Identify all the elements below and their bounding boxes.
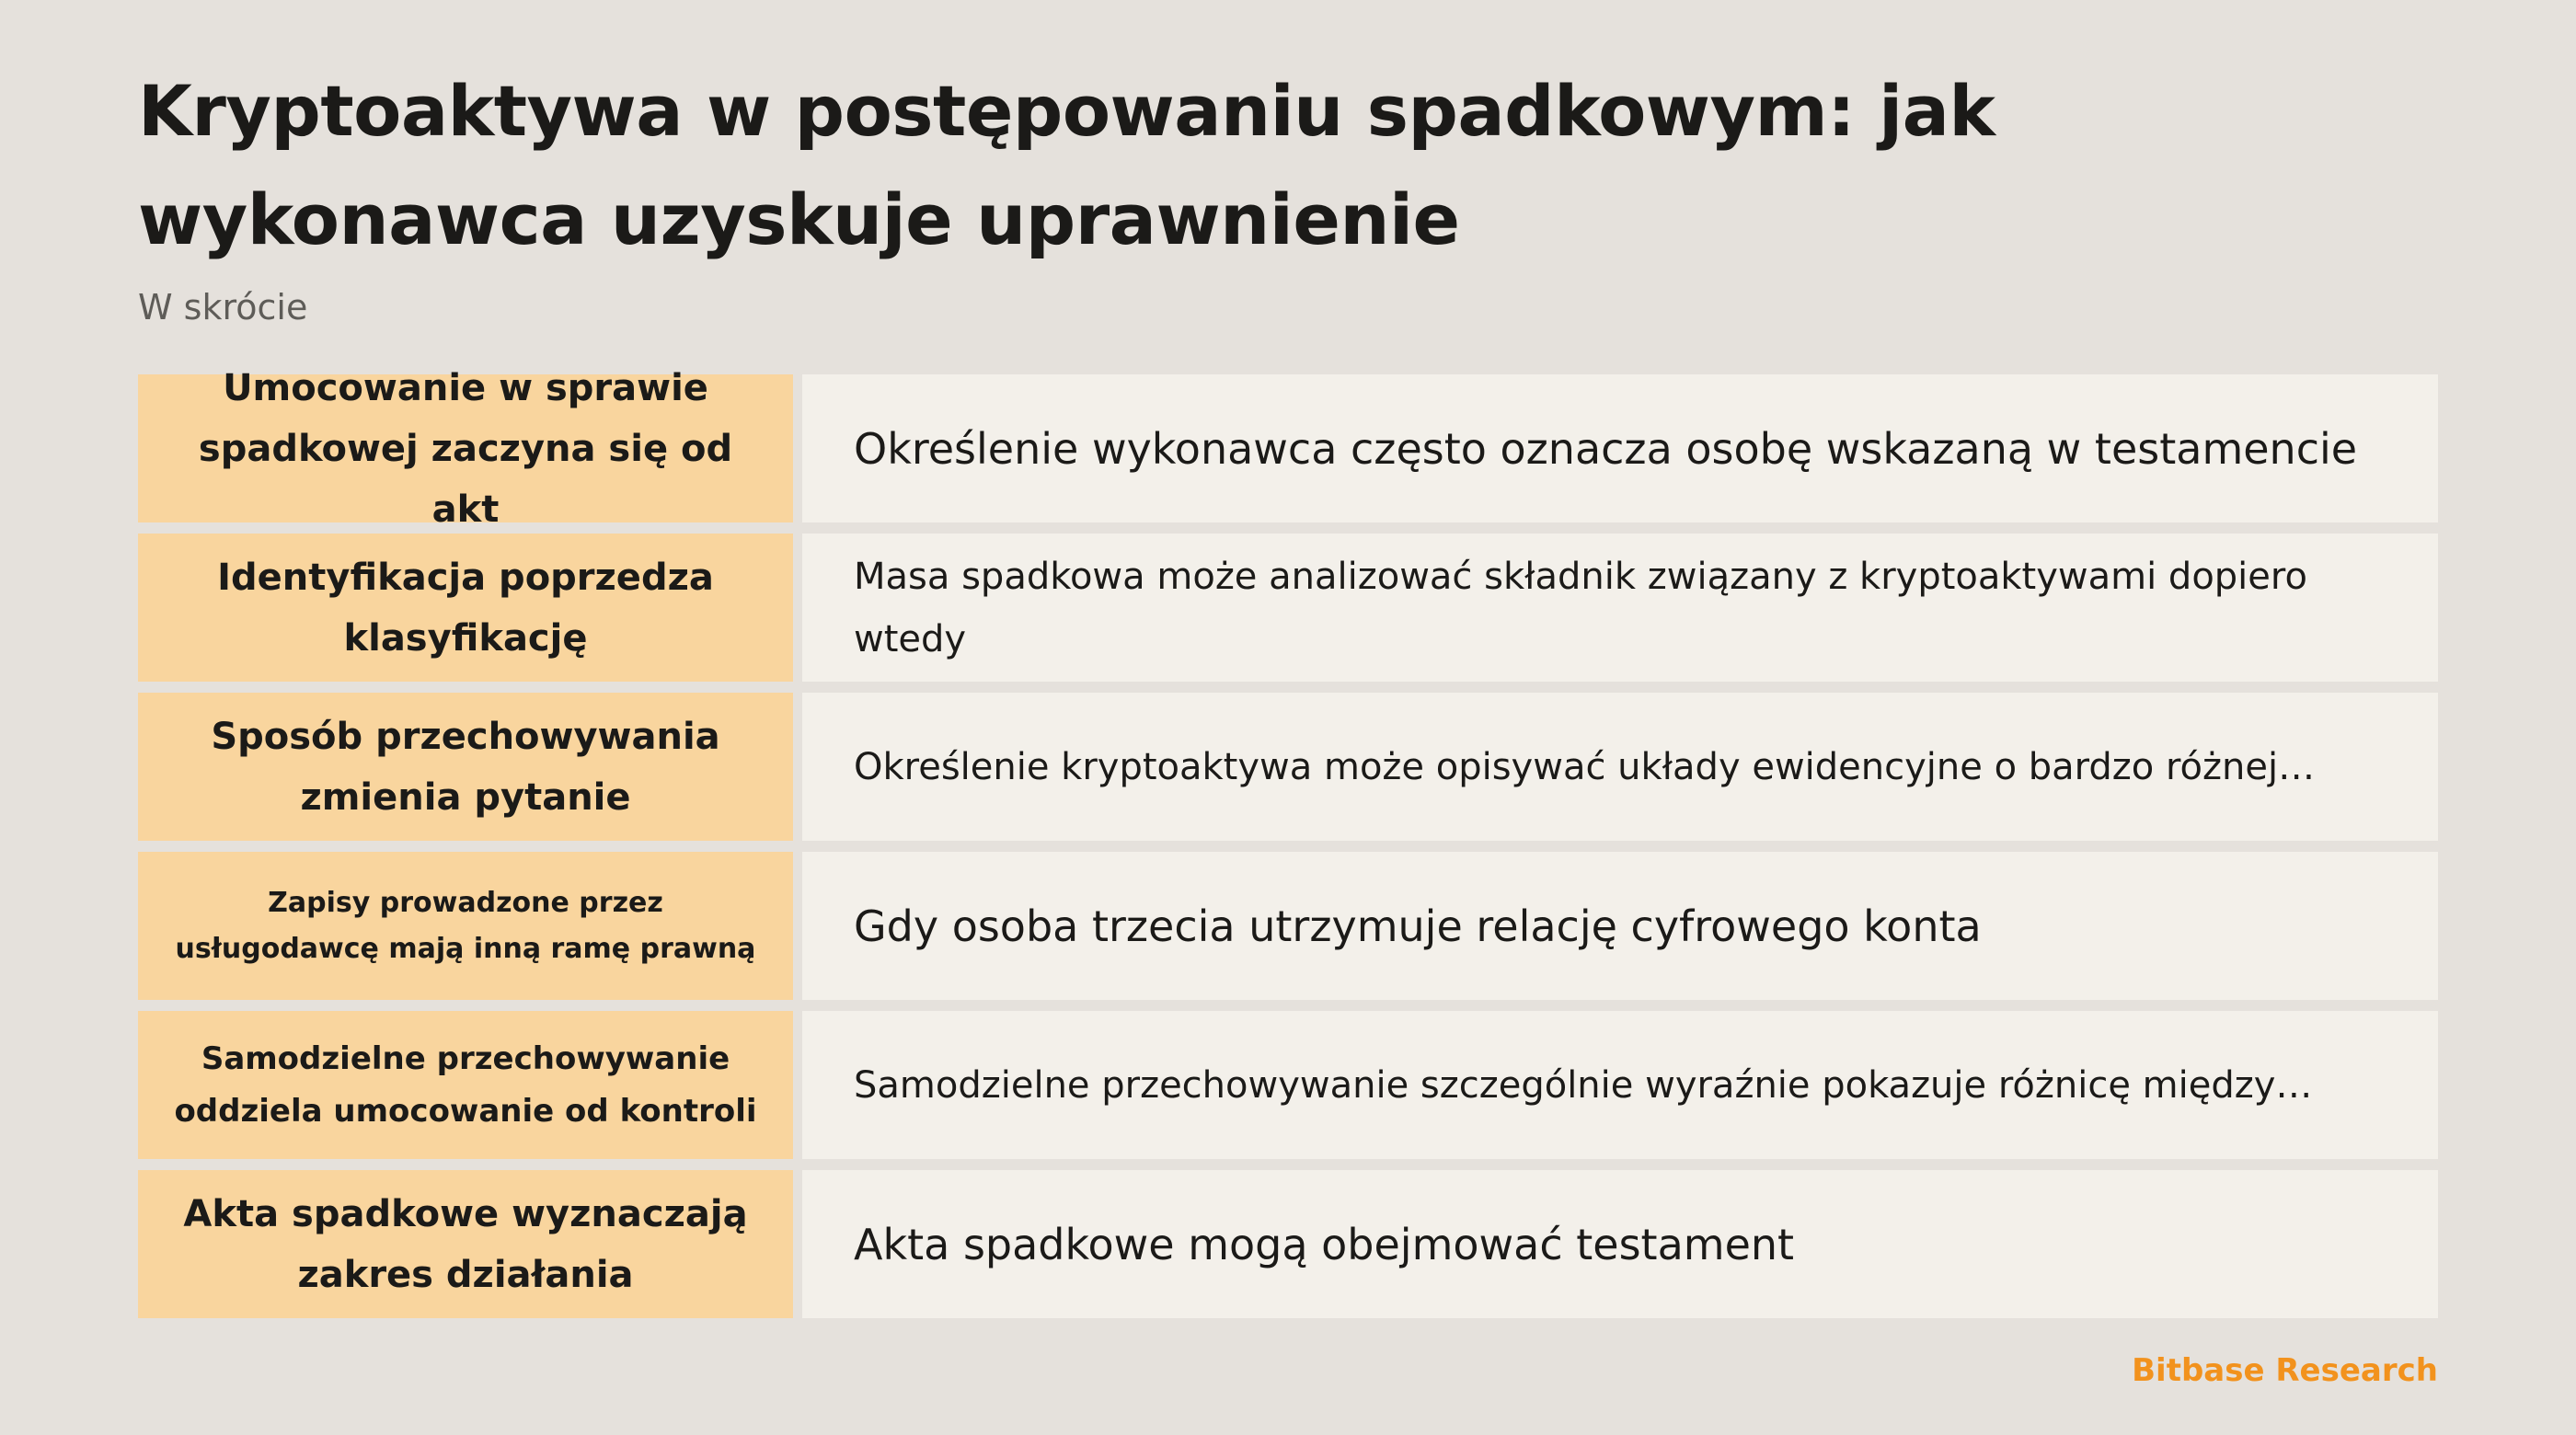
row-text: Masa spadkowa może analizować składnik związany z kryptoaktywami dopiero wtedy — [854, 555, 2307, 660]
row-text-cell — [802, 852, 2438, 1000]
row-text: Określenie kryptoaktywa może opisywać układy ewidencyjne o bardzo różnej… — [854, 745, 2316, 788]
row-text: Określenie wykonawca często oznacza osobę wskazaną w testamencie — [854, 423, 2358, 474]
table-row — [138, 852, 2438, 1000]
page-title: Kryptoaktywa w postępowaniu spadkowym: jak wykonawca uzyskuje uprawnienie — [138, 70, 1995, 260]
table-row — [138, 366, 2438, 531]
row-text-cell — [802, 1011, 2438, 1159]
page — [138, 0, 2438, 1435]
table-row — [138, 1170, 2438, 1318]
row-text-cell — [802, 534, 2438, 682]
row-text-cell — [802, 374, 2438, 522]
row-label: Identyfikacja poprzedza klasyfikację — [138, 534, 793, 682]
row-label: Umocowanie w sprawie spadkowej zaczyna się od akt — [138, 374, 793, 522]
row-text-cell — [802, 693, 2438, 841]
summary-table — [138, 366, 2438, 1329]
row-text: Akta spadkowe mogą obejmować testament — [854, 1219, 1795, 1269]
table-row — [138, 1011, 2438, 1159]
row-label: Samodzielne przechowywanie oddziela umocowanie od kontroli — [138, 1011, 793, 1159]
row-label: Sposób przechowywania zmienia pytanie — [138, 693, 793, 841]
row-text: Gdy osoba trzecia utrzymuje relację cyfrowego konta — [854, 901, 1982, 951]
table-row — [138, 693, 2438, 841]
table-row — [138, 534, 2438, 682]
page-subtitle: W skrócie — [138, 287, 308, 327]
row-text: Samodzielne przechowywanie szczególnie wyraźnie pokazuje różnicę między… — [854, 1063, 2313, 1107]
row-text-cell — [802, 1170, 2438, 1318]
brand-logo-text: Bitbase Research — [2132, 1352, 2438, 1389]
row-label: Zapisy prowadzone przez usługodawcę mają inną ramę prawną — [138, 852, 793, 1000]
row-label: Akta spadkowe wyznaczają zakres działania — [138, 1170, 793, 1318]
